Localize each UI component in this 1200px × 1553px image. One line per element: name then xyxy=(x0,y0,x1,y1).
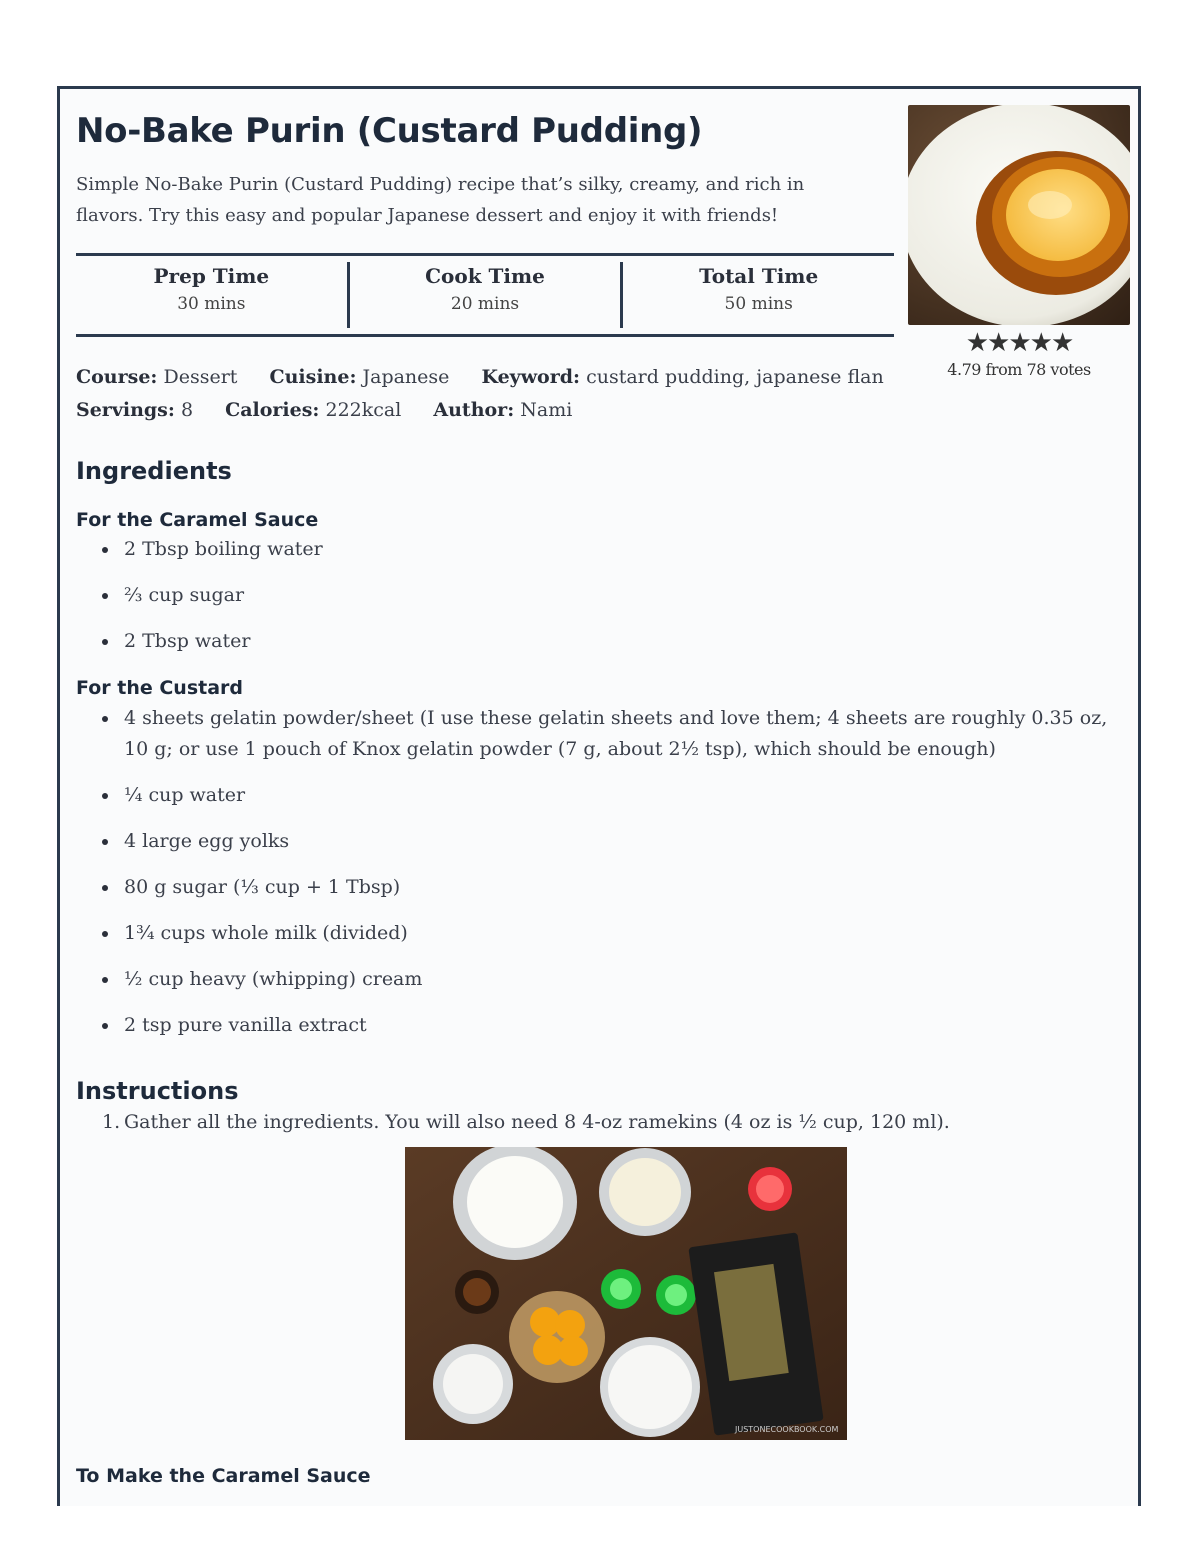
ingredient-item: 2 Tbsp boiling water xyxy=(76,534,1116,565)
photo-watermark: JUSTONECOOKBOOK.COM xyxy=(735,1425,839,1434)
instruction-group-caramel: To Make the Caramel Sauce xyxy=(76,1465,371,1487)
ingredient-item: 4 large egg yolks xyxy=(76,826,1116,857)
time-label: Cook Time xyxy=(425,264,545,288)
ingredient-item: ¼ cup water xyxy=(76,780,1116,811)
author-value: Nami xyxy=(520,399,573,421)
ingredient-item: 2 Tbsp water xyxy=(76,626,1116,657)
recipe-title: No-Bake Purin (Custard Pudding) xyxy=(76,111,703,151)
course-label: Course: xyxy=(76,366,158,388)
calories-label: Calories: xyxy=(225,399,320,421)
author-label: Author: xyxy=(433,399,515,421)
recipe-card xyxy=(57,86,1141,1506)
prep-time xyxy=(76,256,347,334)
step-image-ingredients xyxy=(405,1147,847,1440)
instruction-list xyxy=(76,1107,1116,1137)
ingredient-item: 1¾ cups whole milk (divided) xyxy=(76,918,1116,949)
instructions-heading: Instructions xyxy=(76,1077,239,1105)
recipe-meta xyxy=(76,361,884,427)
keyword-label: Keyword: xyxy=(481,366,581,388)
ingredient-group-caramel: For the Caramel Sauce xyxy=(76,509,319,531)
ingredient-list-caramel xyxy=(76,534,1116,657)
ingredient-group-custard: For the Custard xyxy=(76,677,244,699)
star-rating-icon[interactable]: ★★★★★ xyxy=(965,328,1073,358)
rating-votes: 4.79 from 78 votes xyxy=(947,360,1091,379)
step-text: Gather all the ingredients. You will also need 8 4-oz ramekins (4 oz is ½ cup, 120 ml). xyxy=(124,1111,950,1133)
instruction-step xyxy=(76,1107,1116,1137)
recipe-hero-image xyxy=(908,105,1130,325)
keyword-value: custard pudding, japanese flan xyxy=(586,366,884,388)
custard-pudding-photo xyxy=(908,105,1130,325)
recipe-summary: Simple No-Bake Purin (Custard Pudding) recipe that’s silky, creamy, and rich in flavors. Try this easy and popular Japanese dessert and enjoy it with friends! xyxy=(76,174,805,226)
meta-row-2 xyxy=(76,394,884,427)
calories-value: 222kcal xyxy=(325,399,402,421)
ingredient-item: ⅔ cup sugar xyxy=(76,580,1116,611)
ingredients-heading: Ingredients xyxy=(76,457,232,485)
time-value: 50 mins xyxy=(724,294,793,314)
rating-widget[interactable] xyxy=(908,329,1130,379)
ingredient-item[interactable]: 4 sheets gelatin powder/sheet (I use these gelatin sheets and love them; 4 sheets are roughly 0.35 oz, 10 g; or use 1 pouch of Knox gelatin powder (7 g, about 2½ tsp), which should be enough) xyxy=(76,703,1116,765)
servings-label: Servings: xyxy=(76,399,175,421)
step-number: 1. xyxy=(102,1111,121,1133)
course-value: Dessert xyxy=(163,366,238,388)
ingredient-list-custard xyxy=(76,703,1116,1041)
time-value: 30 mins xyxy=(177,294,246,314)
ingredients-photo xyxy=(405,1147,847,1440)
cuisine-value: Japanese xyxy=(362,366,450,388)
ingredient-item: 80 g sugar (⅓ cup + 1 Tbsp) xyxy=(76,872,1116,903)
total-time xyxy=(620,262,894,328)
meta-row-1 xyxy=(76,361,884,394)
servings-value[interactable]: 8 xyxy=(180,399,194,421)
ingredient-item: ½ cup heavy (whipping) cream xyxy=(76,964,1116,995)
time-label: Total Time xyxy=(699,264,819,288)
cuisine-label: Cuisine: xyxy=(269,366,357,388)
time-label: Prep Time xyxy=(153,264,270,288)
time-value: 20 mins xyxy=(450,294,520,314)
ingredient-item: 2 tsp pure vanilla extract xyxy=(76,1010,1116,1041)
recipe-times xyxy=(76,253,894,337)
cook-time xyxy=(347,262,621,328)
